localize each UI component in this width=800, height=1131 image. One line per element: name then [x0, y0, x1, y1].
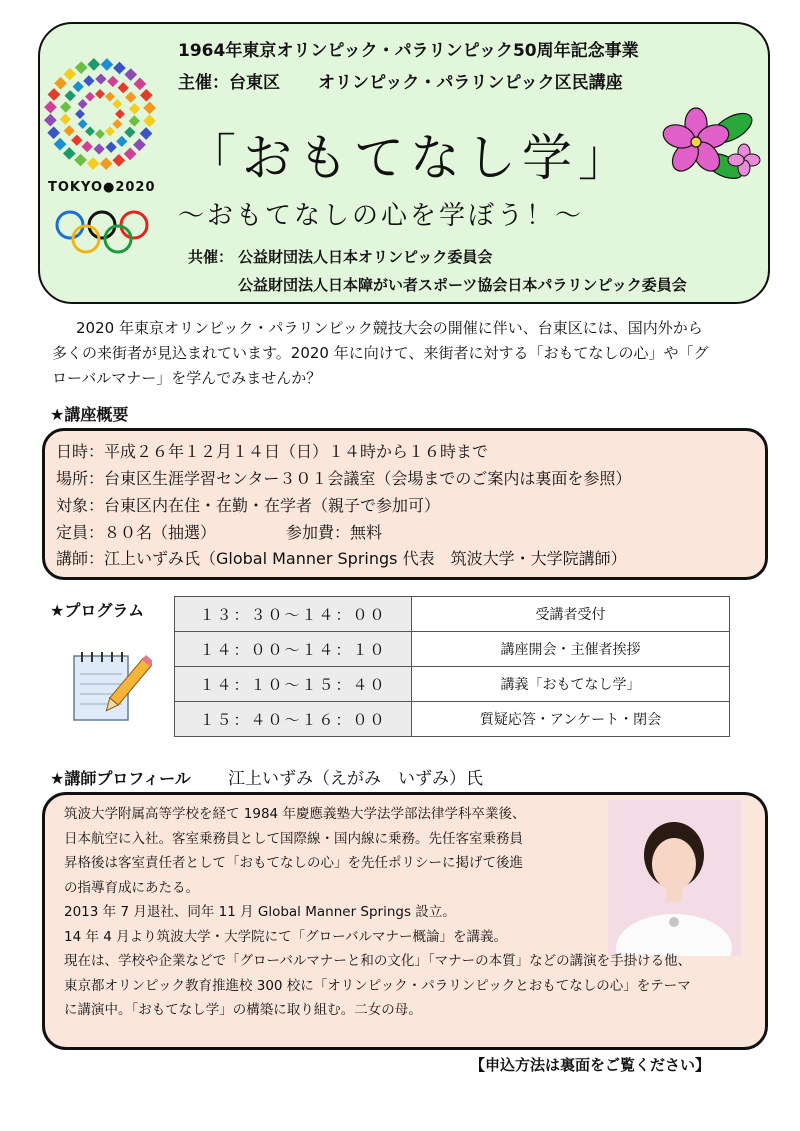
program-heading: ★プログラム [50, 601, 145, 620]
cohost-label: 共催： [188, 248, 234, 266]
intro-line-2: 多くの来街者が見込まれています。2020 年に向けて、来街者に対する「おもてなしの心」や「グ [52, 344, 709, 362]
olympic-rings-icon [52, 208, 152, 258]
intro-line-3: ローバルマナー」を学んでみませんか？ [52, 369, 322, 387]
program-row [175, 597, 730, 632]
profile-heading: ★講師プロフィール [50, 769, 191, 788]
lecturer-name: 江上いずみ（えがみ いずみ）氏 [228, 769, 483, 789]
cohost-joc: 公益財団法人日本オリンピック委員会 [238, 248, 493, 266]
cohost-jpc: 公益財団法人日本障がい者スポーツ協会日本パラリンピック委員会 [238, 276, 687, 294]
program-time: １５：４０〜１６：００ [175, 702, 412, 737]
program-item: 質疑応答・アンケート・閉会 [412, 702, 730, 737]
lecturer-photo [608, 800, 741, 956]
program-time: １４：００〜１４：１０ [175, 632, 412, 667]
application-note: 【申込方法は裏面をご覧ください】 [470, 1056, 711, 1074]
program-item: 講座開会・主催者挨拶 [412, 632, 730, 667]
overview-datetime: 日時：平成２６年１２月１４日（日）１４時から１６時まで [56, 442, 489, 461]
profile-line: の指導育成にあたる。 [64, 879, 199, 896]
organizer: 主催：台東区 [178, 73, 280, 93]
overview-lecturer: 講師：江上いずみ氏（Global Manner Springs 代表 筑波大学・大学院講師） [56, 549, 627, 568]
program-time: １４：１０〜１５：４０ [175, 667, 412, 702]
lecture-series: オリンピック・パラリンピック区民講座 [318, 73, 623, 93]
program-item: 受講者受付 [412, 597, 730, 632]
program-table [174, 596, 730, 737]
overview-capacity: 定員：８０名（抽選） [56, 523, 217, 542]
page-title: 「おもてなし学」 [186, 129, 634, 187]
logo-text: TOKYO●2020 [48, 180, 156, 195]
intro-line-1: 2020 年東京オリンピック・パラリンピック競技大会の開催に伴い、台東区には、国内外から [76, 319, 703, 337]
tokyo-2020-emblem-icon [44, 58, 156, 170]
profile-line: 現在は、学校や企業などで「グローバルマナーと和の文化」「マナーの本質」などの講演を手掛ける他、 [64, 953, 692, 969]
profile-line: 昇格後は客室責任者として「おもてなしの心」を先任ポリシーに掲げて後進 [64, 855, 523, 871]
overview-place: 場所：台東区生涯学習センター３０１会議室（会場までのご案内は裏面を参照） [56, 469, 632, 488]
overview-target: 対象：台東区内在住・在勤・在学者（親子で参加可） [56, 496, 441, 515]
subtitle: 〜おもてなしの心を学ぼう！〜 [178, 201, 585, 231]
event-line: 1964年東京オリンピック・パラリンピック50周年記念事業 [178, 41, 639, 61]
profile-line: 日本航空に入社。客室乗務員として国際線・国内線に乗務。先任客室乗務員 [64, 830, 523, 847]
cherry-blossom-icon [652, 98, 762, 188]
profile-line: 2013 年 7 月退社、同年 11 月 Global Manner Springs 設立。 [64, 904, 456, 920]
program-time: １３：３０〜１４：００ [175, 597, 412, 632]
overview-fee: 参加費：無料 [286, 523, 383, 542]
notepad-pencil-icon [70, 648, 152, 724]
overview-heading: ★講座概要 [50, 405, 129, 424]
profile-line: 筑波大学附属高等学校を経て 1984 年慶應義塾大学法学部法律学科卒業後、 [64, 806, 526, 822]
program-row [175, 667, 730, 702]
program-row [175, 702, 730, 737]
profile-line: に講演中。「おもてなし学」の構築に取り組む。二女の母。 [64, 1002, 422, 1018]
program-item: 講義「おもてなし学」 [412, 667, 730, 702]
profile-line: 東京都オリンピック教育推進校 300 校に「オリンピック・パラリンピックとおもてなしの心」をテーマ [64, 977, 691, 994]
program-row [175, 632, 730, 667]
profile-line: 14 年 4 月より筑波大学・大学院にて「グローバルマナー概論」を講義。 [64, 928, 507, 945]
